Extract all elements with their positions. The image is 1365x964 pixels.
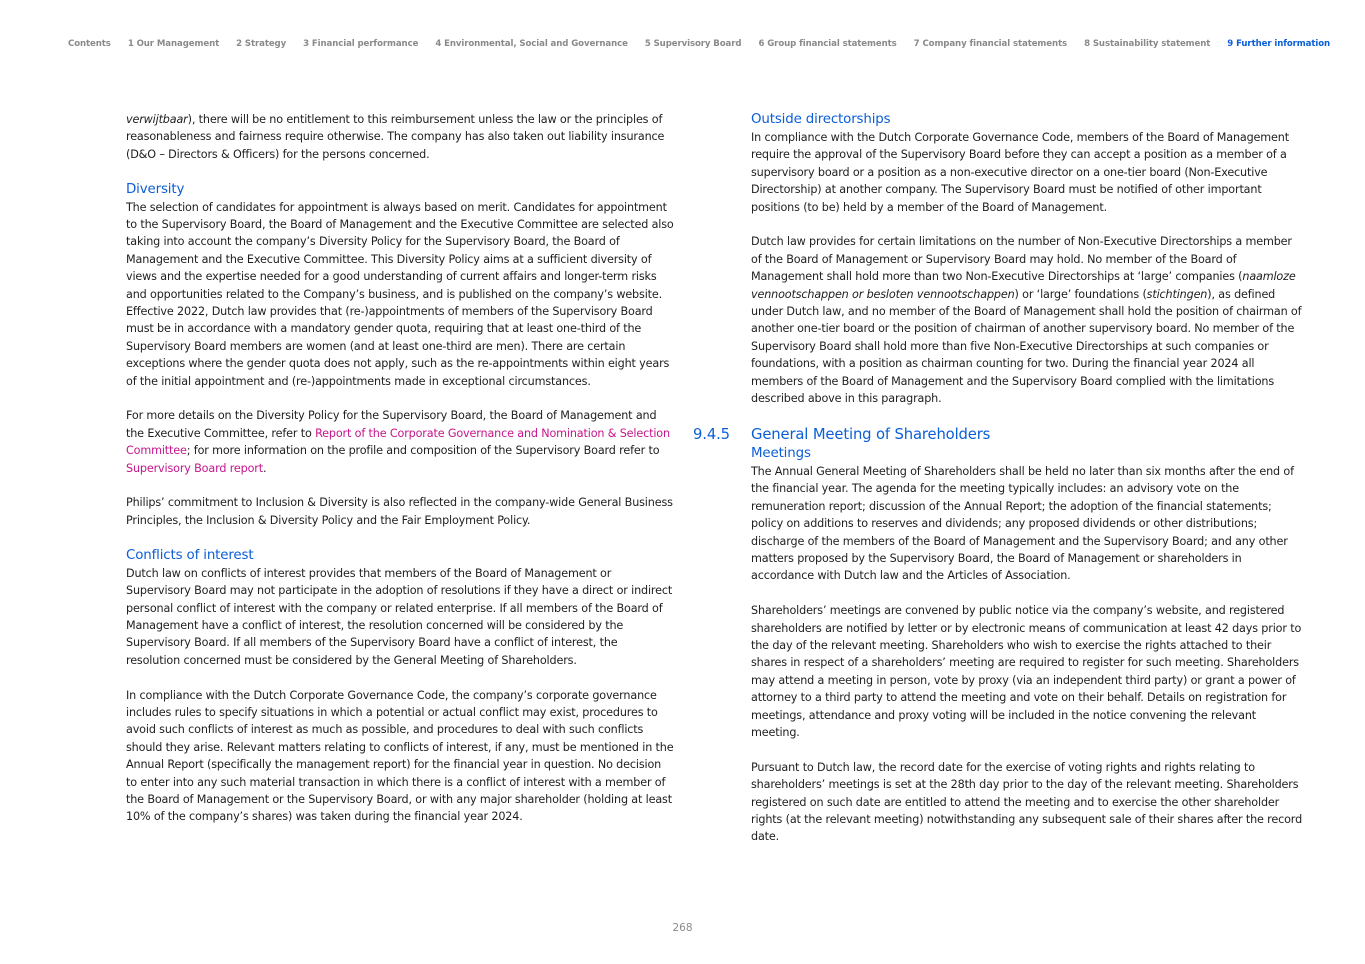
outside-p2-italic-1: naamloze vennootschappen or besloten vennootschappen: [751, 270, 1296, 301]
cgns-committee-report-link[interactable]: Report of the Corporate Governance and Nomination & Selection Committee: [126, 426, 670, 458]
meetings-paragraph-3: Pursuant to Dutch law, the record date for the exercise of voting rights and rights relating to shareholders’ meetings is set at the 28th day prior to the day of the relevant meeting. Shareholders registered on such date are entitled to attend the meeting and to exercise the other shareholder rights (at the relevant meeting) notwithstanding any subsequent sale of their shares after the record date.: [751, 760, 1303, 844]
diversity-paragraph-1: The selection of candidates for appointment is always based on merit. Candidates for appointment to the Supervisory Board, the Board of Management and the Executive Committee are selected also taking into account the company’s Diversity Policy for the Supervisory Board, the Board of Management and the Executive Committee. This Diversity Policy aims at a sufficient diversity of views and the expertise needed for a good understanding of current affairs and longer-term risks and opportunities related to the Company’s business, and is published on the company’s website. Effective 2022, Dutch law provides that (re-)appointments of members of the Supervisory Board must be in accordance with a mandatory gender quota, requiring that at least one-third of the Supervisory Board members are women (and at least one-third are men). There are certain exceptions where the gender quota does not apply, such as the re-appointments within eight years of the initial appointment and (re-)appointments made in exceptional circumstances.: [126, 200, 674, 388]
section-heading: [693, 425, 1303, 445]
meetings-paragraph-1: The Annual General Meeting of Shareholders shall be held no later than six months after the end of the financial year. The agenda for the meeting typically includes: an advisory vote on the remuneration report; discussion of the Annual Report; the adoption of the financial statements; policy on additions to reserves and dividends; any proposed dividends or other distributions; discharge of the members of the Board of Management and the Supervisory Board; and any other matters proposed by the Supervisory Board, the Board of Management or shareholders in accordance with Dutch law and the Articles of Association.: [751, 464, 1294, 583]
nav-further-information[interactable]: 9 Further information: [1227, 39, 1331, 49]
diversity-p2-text-b: ; for more information on the profile and composition of the Supervisory Board refer to: [186, 444, 660, 458]
intro-italic-term: verwijtbaar: [126, 113, 188, 126]
conflicts-heading: Conflicts of interest: [126, 547, 254, 563]
page-number: 268: [672, 922, 693, 934]
intro-paragraph: [126, 111, 674, 163]
outside-paragraph-1: In compliance with the Dutch Corporate Governance Code, members of the Board of Management require the approval of the Supervisory Board before they can accept a position as a member of a supervisory board or a position as a non-executive director on a one-tier board (Non-Executive Directorship) at another company. The Supervisory Board must be notified of other important positions (to be) held by a member of the Board of Management.: [751, 131, 1289, 214]
outside-p2-text-c: ), as defined under Dutch law, and no member of the Board of Management shall hold the position of chairman of another one-tier board or the position of chairman of another supervisory board. No member of the Supervisory Board shall hold more than five Non-Executive Directorships at such companies or foundations, with a position as chairman counting for two. During the financial year 2024 all members of the Board of Management and the Supervisory Board complied with the limitations described above in this paragraph.: [751, 287, 1302, 406]
top-navigation: [68, 39, 1331, 49]
nav-our-management[interactable]: 1 Our Management: [127, 39, 220, 49]
supervisory-board-report-link[interactable]: Supervisory Board report: [126, 461, 263, 475]
nav-company-financial-statements[interactable]: 7 Company financial statements: [913, 39, 1068, 49]
outside-p2-text-b: ) or ‘large’ foundations (: [1014, 287, 1147, 301]
nav-esg[interactable]: 4 Environmental, Social and Governance: [435, 39, 628, 49]
intro-text: ), there will be no entitlement to this reimbursement unless the law or the principles of reasonableness and fairness require otherwise. The company has also taken out liability insurance (D&O – Directors & Officers) for the persons concerned.: [126, 113, 665, 161]
diversity-p2-text-c: .: [262, 461, 267, 475]
meetings-heading: Meetings: [751, 445, 811, 461]
meetings-paragraph-2: Shareholders’ meetings are convened by public notice via the company’s website, and registered shareholders are notified by letter or by electronic means of communication at least 42 days prior to the day of the relevant meeting. Shareholders who wish to exercise the rights attached to their shares in respect of a shareholders’ meeting are required to register for such meeting. Shareholders may attend a meeting in person, vote by proxy (via an independent third party) or grant a power of attorney to a third party to attend the meeting and vote on their behalf. Details on registration for meetings, attendance and proxy voting will be included in the notice convening the relevant meeting.: [751, 604, 1302, 739]
nav-financial-performance[interactable]: 3 Financial performance: [303, 39, 419, 49]
outside-p2-text-a: Dutch law provides for certain limitations on the number of Non-Executive Directorships a member of the Board of Management or Supervisory Board may hold. No member of the Board of Management shall hold more than two Non-Executive Directorships at ‘large’ companies (: [751, 235, 1292, 284]
diversity-p2-text-a: For more details on the Diversity Policy for the Supervisory Board, the Board of Management and the Executive Committee, refer to: [126, 409, 657, 440]
outside-p2-italic-2: stichtingen: [1146, 287, 1208, 301]
left-column: [126, 111, 674, 843]
nav-group-financial-statements[interactable]: 6 Group financial statements: [758, 39, 897, 49]
nav-strategy[interactable]: 2 Strategy: [236, 39, 287, 49]
section-number: 9.4.5: [693, 425, 730, 443]
right-column: [693, 111, 1303, 863]
nav-contents[interactable]: Contents: [68, 39, 111, 49]
diversity-paragraph-2: [126, 407, 674, 477]
outside-paragraph-2: [751, 233, 1303, 407]
conflicts-paragraph-2: In compliance with the Dutch Corporate Governance Code, the company’s corporate governance includes rules to specify situations in which a potential or actual conflict may exist, procedures to avoid such conflicts of interest as much as possible, and procedures to deal with such conflicts should they arise. Relevant matters relating to conflicts of interest, if any, must be mentioned in the Annual Report (specifically the management report) for the financial year in question. No decision to enter into any such material transaction in which there is a conflict of interest with a member of the Board of Management or the Supervisory Board, or with any major shareholder (holding at least 10% of the company’s shares) was taken during the financial year 2024.: [126, 688, 674, 824]
nav-supervisory-board[interactable]: 5 Supervisory Board: [644, 39, 742, 49]
diversity-heading: Diversity: [126, 181, 185, 197]
diversity-paragraph-3: Philips’ commitment to Inclusion & Diversity is also reflected in the company-wide General Business Principles, the Inclusion & Diversity Policy and the Fair Employment Policy.: [126, 496, 673, 527]
conflicts-paragraph-1: Dutch law on conflicts of interest provides that members of the Board of Management or Supervisory Board may not participate in the adoption of resolutions if they have a direct or indirect personal conflict of interest with the company or related enterprise. If all members of the Board of Management have a conflict of interest, the resolution concerned will be considered by the Supervisory Board. If all members of the Supervisory Board have a conflict of interest, the resolution concerned must be considered by the General Meeting of Shareholders.: [126, 566, 673, 667]
nav-sustainability-statement[interactable]: 8 Sustainability statement: [1084, 39, 1211, 49]
outside-directorships-heading: Outside directorships: [751, 112, 891, 127]
section-title: General Meeting of Shareholders: [751, 425, 991, 443]
